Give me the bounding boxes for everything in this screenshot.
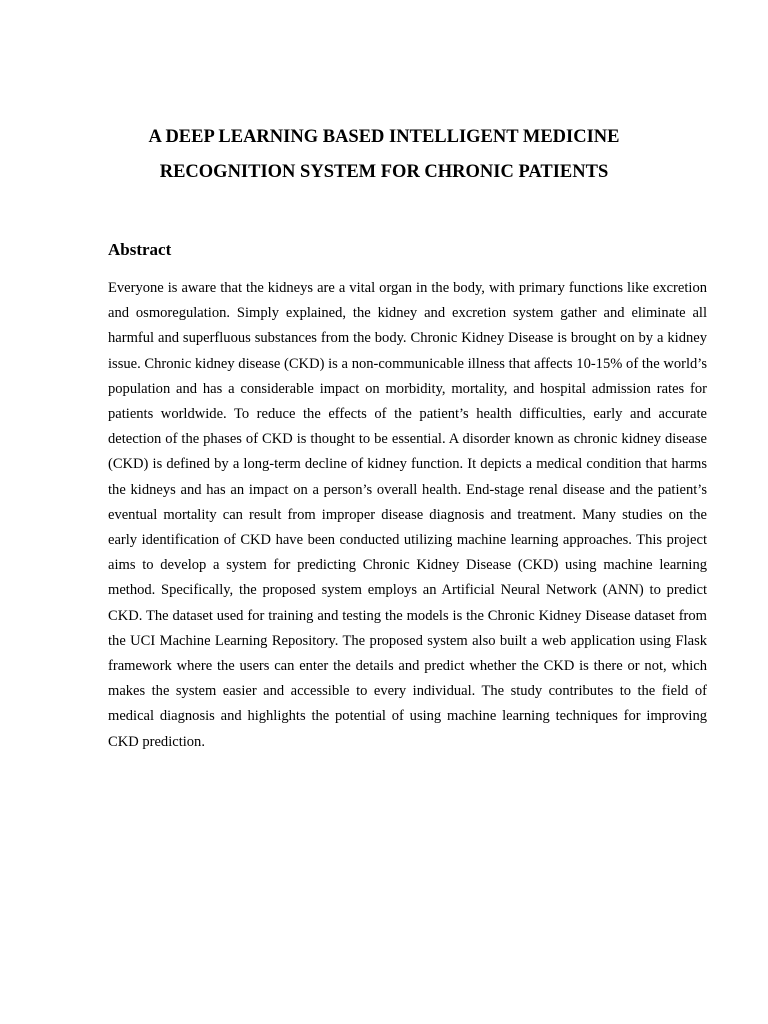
document-title-line-2: RECOGNITION SYSTEM FOR CHRONIC PATIENTS: [159, 162, 609, 182]
abstract-heading: Abstract: [108, 240, 172, 259]
document-title-line-1: A DEEP LEARNING BASED INTELLIGENT MEDICINE: [148, 127, 620, 147]
document-title: [60, 120, 708, 190]
abstract-paragraph: Everyone is aware that the kidneys are a vital organ in the body, with primary functions like excretion and osmoregulation. Simply explained, the kidney and excretion system gather and eliminate all harmful and superfluous substances from the body. Chronic Kidney Disease is brought on by a kidney issue. Chronic kidney disease (CKD) is a non-communicable illness that affects 10-15% of the world’s population and has a considerable impact on morbidity, mortality, and hospital admission rates for patients worldwide. To reduce the effects of the patient’s health difficulties, early and accurate detection of the phases of CKD is thought to be essential. A disorder known as chronic kidney disease (CKD) is defined by a long-term decline of kidney function. It depicts a medical condition that harms the kidneys and has an impact on a person’s overall health. End-stage renal disease and the patient’s eventual mortality can result from improper disease diagnosis and treatment. Many studies on the early identification of CKD have been conducted utilizing machine learning approaches. This project aims to develop a system for predicting Chronic Kidney Disease (CKD) using machine learning method. Specifically, the proposed system employs an Artificial Neural Network (ANN) to predict CKD. The dataset used for training and testing the models is the Chronic Kidney Disease dataset from the UCI Machine Learning Repository. The proposed system also built a web application using Flask framework where the users can enter the details and predict whether the CKD is there or not, which makes the system easier and accessible to every individual. The study contributes to the field of medical diagnosis and highlights the potential of using machine learning techniques for improving CKD prediction.: [108, 280, 707, 750]
